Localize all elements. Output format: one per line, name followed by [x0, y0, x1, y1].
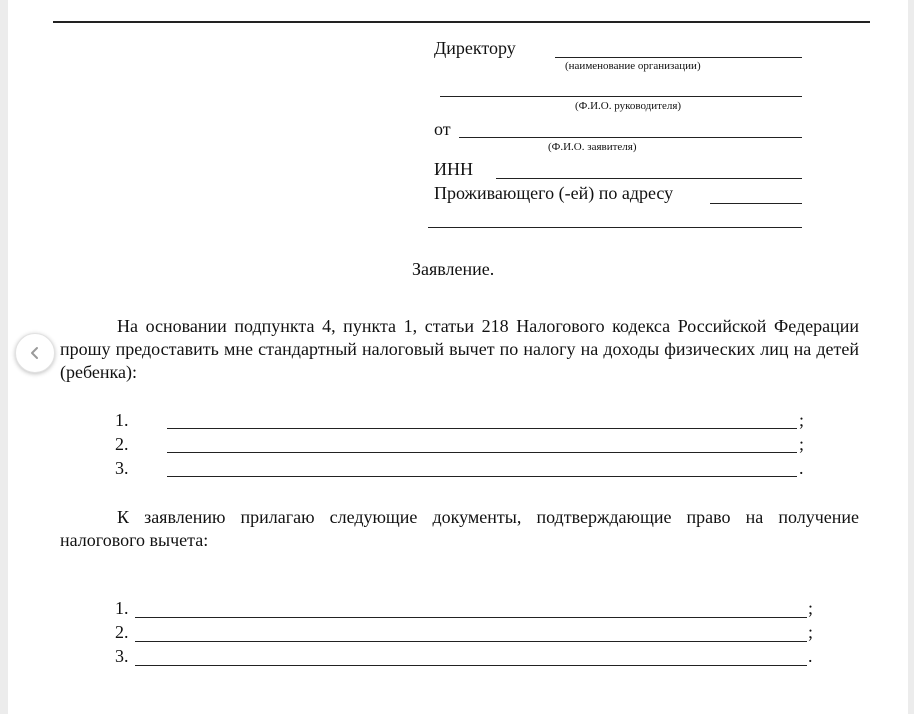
children-item-2-number: 2.: [115, 434, 129, 454]
head-name-hint: (Ф.И.О. руководителя): [575, 100, 682, 112]
children-item-3-line: [167, 476, 797, 477]
director-label: Директору: [434, 38, 516, 58]
documents-item-3-number: 3.: [115, 646, 129, 666]
children-item-1-number: 1.: [115, 410, 129, 430]
from-label: от: [434, 119, 451, 139]
documents-item-2-number: 2.: [115, 622, 129, 642]
request-paragraph: На основании подпункта 4, пункта 1, статьи 218 Налогового кодекса Российской Федерации прошу предоставить мне стандартный налоговый вычет по налогу на доходы физических лиц на детей (ребенка):: [60, 316, 859, 382]
documents-item-3-end: .: [808, 646, 813, 666]
documents-item-1-line: [135, 617, 807, 618]
documents-item-3-line: [135, 665, 807, 666]
org-name-line: [555, 57, 802, 58]
children-item-1-line: [167, 428, 797, 429]
applicant-name-line: [459, 137, 802, 138]
inn-label: ИНН: [434, 159, 473, 179]
frame-left-edge: [0, 0, 8, 714]
documents-item-1-number: 1.: [115, 598, 129, 618]
address-line-inline: [710, 203, 802, 204]
chevron-left-icon: [28, 346, 42, 360]
head-name-line: [440, 96, 802, 97]
previous-slide-button[interactable]: [15, 333, 55, 373]
children-item-2-end: ;: [799, 434, 805, 454]
documents-item-1-end: ;: [808, 598, 814, 618]
document-title: Заявление.: [412, 259, 495, 279]
top-divider: [53, 21, 870, 23]
address-line-continued: [428, 227, 802, 228]
children-item-3-number: 3.: [115, 458, 129, 478]
documents-item-2-end: ;: [808, 622, 814, 642]
frame-right-edge: [908, 0, 914, 714]
children-item-3-end: .: [799, 458, 804, 478]
inn-line: [496, 178, 802, 179]
documents-item-2-line: [135, 641, 807, 642]
address-label: Проживающего (-ей) по адресу: [434, 183, 674, 203]
org-name-hint: (наименование организации): [565, 60, 701, 72]
children-item-2-line: [167, 452, 797, 453]
attachments-paragraph: К заявлению прилагаю следующие документы, подтверждающие право на получение налогового вычета:: [60, 507, 859, 550]
applicant-name-hint: (Ф.И.О. заявителя): [548, 141, 637, 153]
children-item-1-end: ;: [799, 410, 805, 430]
